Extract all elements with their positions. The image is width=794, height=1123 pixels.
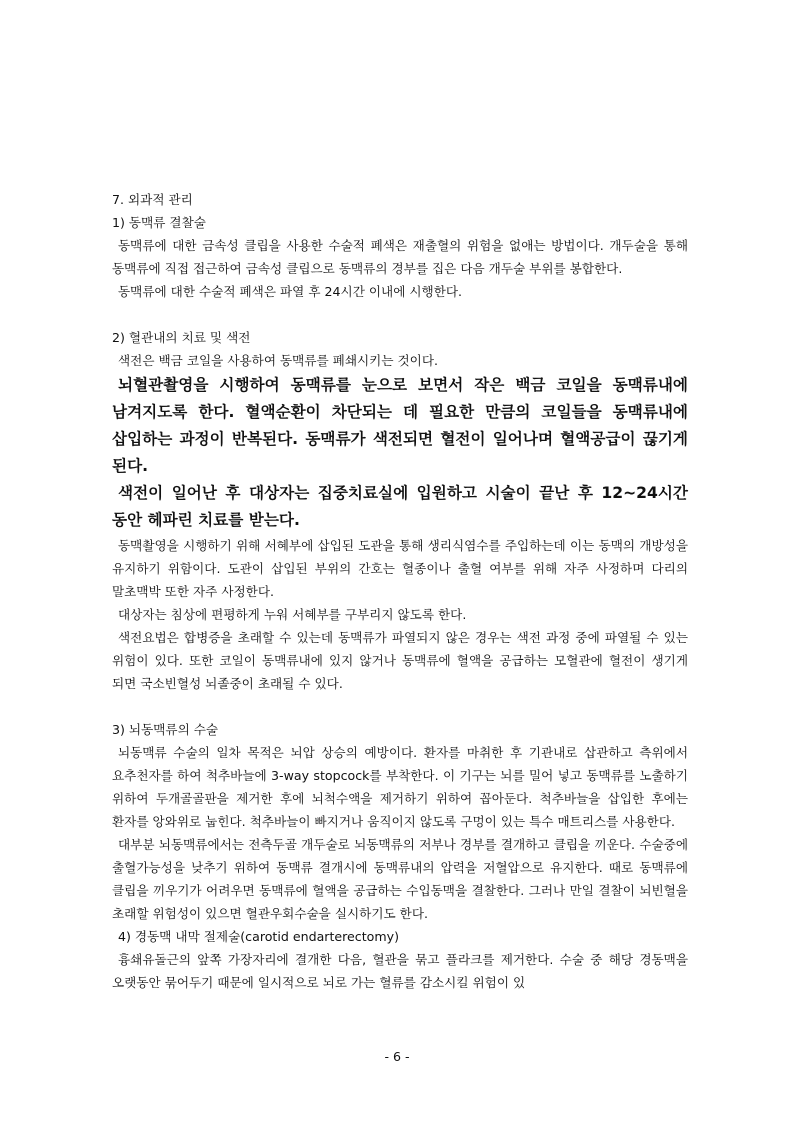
paragraph: 뇌동맥류 수술의 일차 목적은 뇌압 상승의 예방이다. 환자를 마취한 후 기관내로 삽관하고 측위에서 요추천자를 하여 척추바늘에 3-way stopcock를 부착한다. 이 기구는 뇌를 밀어 넣고 동맥류를 노출하기 위하여 두개골골판을 제거한 후에 뇌척수액을 제거하기 위하여 꼽아둔다. 척추바늘을 삽입한 후에는 환자를 앙와위로 눕힌다. 척추바늘이 빠지거나 움직이지 않도록 구멍이 있는 특수 매트리스를 사용한다. bbox=[112, 745, 688, 829]
paragraph: 흉쇄유돌근의 앞쪽 가장자리에 결개한 다음, 혈관을 묶고 플라크를 제거한다. 수술 중 해당 경동맥을 오랫동안 묶어두기 때문에 일시적으로 뇌로 가는 혈류를 감소시킬 위험이 있 bbox=[112, 952, 688, 990]
spacer bbox=[112, 695, 688, 718]
section-title: 7. 외과적 관리 bbox=[112, 192, 193, 207]
bold-paragraph: 뇌혈관촬영을 시행하여 동맥류를 눈으로 보면서 작은 백금 코일을 동맥류내에 남겨지도록 한다. 혈액순환이 차단되는 데 필요한 만큼의 코일들을 동맥류내에 삽입하는 과정이 반복된다. 동맥류가 색전되면 혈전이 일어나며 혈액공급이 끊기게 된다. bbox=[112, 376, 688, 475]
paragraph: 대상자는 침상에 편평하게 누워 서혜부를 구부리지 않도록 한다. bbox=[118, 607, 467, 622]
spacer bbox=[112, 303, 688, 326]
paragraph: 동맥류에 대한 금속성 클립을 사용한 수술적 폐색은 재출혈의 위험을 없애는 방법이다. 개두술을 통해 동맥류에 직접 접근하여 금속성 클립으로 동맥류의 경부를 집은 다음 개두술 부위를 봉합한다. bbox=[112, 238, 688, 276]
subsection-heading-4: 4) 경동맥 내막 절제술(carotid endarterectomy) bbox=[118, 929, 400, 944]
subsection-heading-1: 1) 동맥류 결찰술 bbox=[112, 215, 206, 230]
paragraph: 동맥류에 대한 수술적 폐색은 파열 후 24시간 이내에 시행한다. bbox=[118, 284, 463, 299]
document-page bbox=[112, 188, 688, 994]
subsection-heading-3: 3) 뇌동맥류의 수술 bbox=[112, 722, 219, 737]
paragraph: 동맥촬영을 시행하기 위해 서혜부에 삽입된 도관을 통해 생리식염수를 주입하는데 이는 동맥의 개방성을 유지하기 위함이다. 도관이 삽입된 부위의 간호는 혈종이나 출혈 여부를 위해 자주 사정하며 다리의 말초맥박 또한 자주 사정한다. bbox=[112, 538, 688, 599]
bold-paragraph: 색전이 일어난 후 대상자는 집중치료실에 입원하고 시술이 끝난 후 12~24시간 동안 헤파린 치료를 받는다. bbox=[112, 484, 688, 529]
paragraph: 색전은 백금 코일을 사용하여 동맥류를 폐쇄시키는 것이다. bbox=[118, 353, 438, 368]
paragraph: 대부분 뇌동맥류에서는 전측두골 개두술로 뇌동맥류의 저부나 경부를 결개하고 클립을 끼운다. 수술중에 출혈가능성을 낮추기 위하여 동맥류 결개시에 동맥류내의 압력을 저혈압으로 유지한다. 때로 동맥류에 클립을 끼우기가 어려우면 동맥류에 혈액을 공급하는 수입동맥을 결찰한다. 그러나 만일 결찰이 뇌빈혈을 초래할 위험성이 있으면 혈관우회수술을 실시하기도 한다. bbox=[112, 837, 688, 921]
subsection-heading-2: 2) 혈관내의 치료 및 색전 bbox=[112, 330, 251, 345]
paragraph: 색전요법은 합병증을 초래할 수 있는데 동맥류가 파열되지 않은 경우는 색전 과정 중에 파열될 수 있는 위험이 있다. 또한 코일이 동맥류내에 있지 않거나 동맥류에 혈액을 공급하는 모혈관에 혈전이 생기게 되면 국소빈혈성 뇌졸중이 초래될 수 있다. bbox=[112, 630, 688, 691]
page-number: - 6 - bbox=[384, 1049, 410, 1064]
